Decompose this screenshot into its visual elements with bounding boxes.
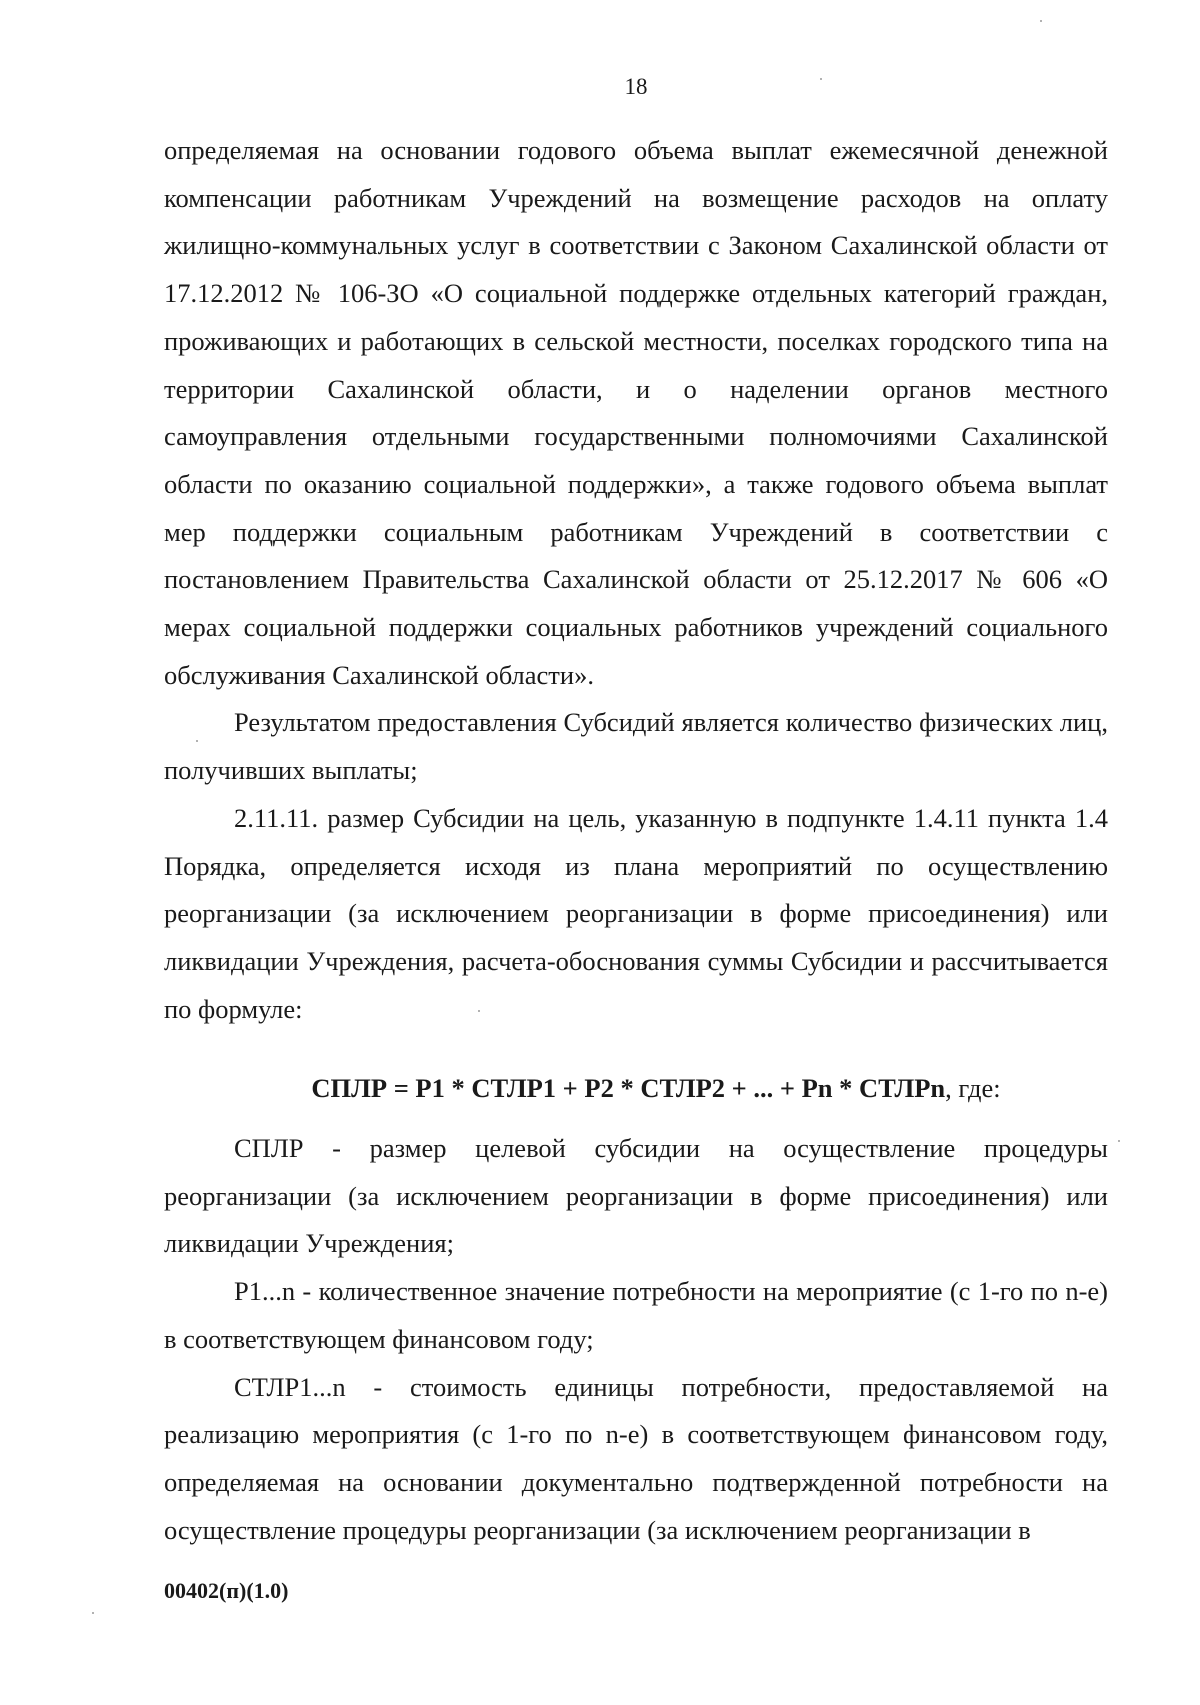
- formula-where: , где:: [945, 1073, 1001, 1104]
- document-code: 00402(п)(1.0): [164, 1578, 289, 1603]
- definition-stlr: СТЛР1...n - стоимость единицы потребности, предоставляемой на реализацию мероприятия (с 1-го по n-е) в соответствующем финансовом году, определяемая на основании документально подтвержденной потребности на осуществление процедуры реорганизации (за исключением реорганизации в: [164, 1371, 1108, 1545]
- paragraph-continuation: определяемая на основании годового объема выплат ежемесячной денежной компенсации работникам Учреждений на возмещение расходов на оплату жилищно-коммунальных услуг в соответствии с Законом Сахалинской области от 17.12.2012 № 106-ЗО «О социальной поддержке отдельных категорий граждан, проживающих и работающих в сельской местности, поселках городского типа на территории Сахалинской области, и о наделении органов местного самоуправления отдельными государственными полномочиями Сахалинской области по оказанию социальной поддержки», а также годового объема выплат мер поддержки социальным работникам Учреждений в соответствии с постановлением Правительства Сахалинской области от 25.12.2017 № 606 «О мерах социальной поддержки социальных работников учреждений социального обслуживания Сахалинской области».: [164, 135, 1108, 690]
- formula-expression: СПЛР = Р1 * СТЛР1 + Р2 * СТЛР2 + ... + Рn * СТЛРn: [311, 1073, 946, 1104]
- formula: [164, 1065, 1108, 1113]
- paragraph-clause-2-11-11: 2.11.11. размер Субсидии на цель, указанную в подпункте 1.4.11 пункта 1.4 Порядка, определяется исходя из плана мероприятий по осуществлению реорганизации (за исключением реорганизации в форме присоединения) или ликвидации Учреждения, расчета-обоснования суммы Субсидии и рассчитывается по формуле:: [164, 802, 1108, 1024]
- document-body: [164, 127, 1108, 1554]
- scan-speck: [820, 78, 822, 80]
- scan-speck: [196, 740, 198, 742]
- definition-p: Р1...n - количественное значение потребности на мероприятие (с 1-го по n-е) в соответствующем финансовом году;: [164, 1276, 1108, 1354]
- page-number: 18: [624, 74, 648, 99]
- scan-speck: [1118, 1140, 1120, 1142]
- paragraph-result: Результатом предоставления Субсидий является количество физических лиц, получивших выплаты;: [164, 707, 1108, 786]
- scan-speck: [1040, 20, 1042, 22]
- scan-speck: [92, 1612, 94, 1614]
- scan-speck: [478, 1010, 480, 1012]
- definition-splr: СПЛР - размер целевой субсидии на осуществление процедуры реорганизации (за исключением реорганизации в форме присоединения) или ликвидации Учреждения;: [164, 1133, 1108, 1259]
